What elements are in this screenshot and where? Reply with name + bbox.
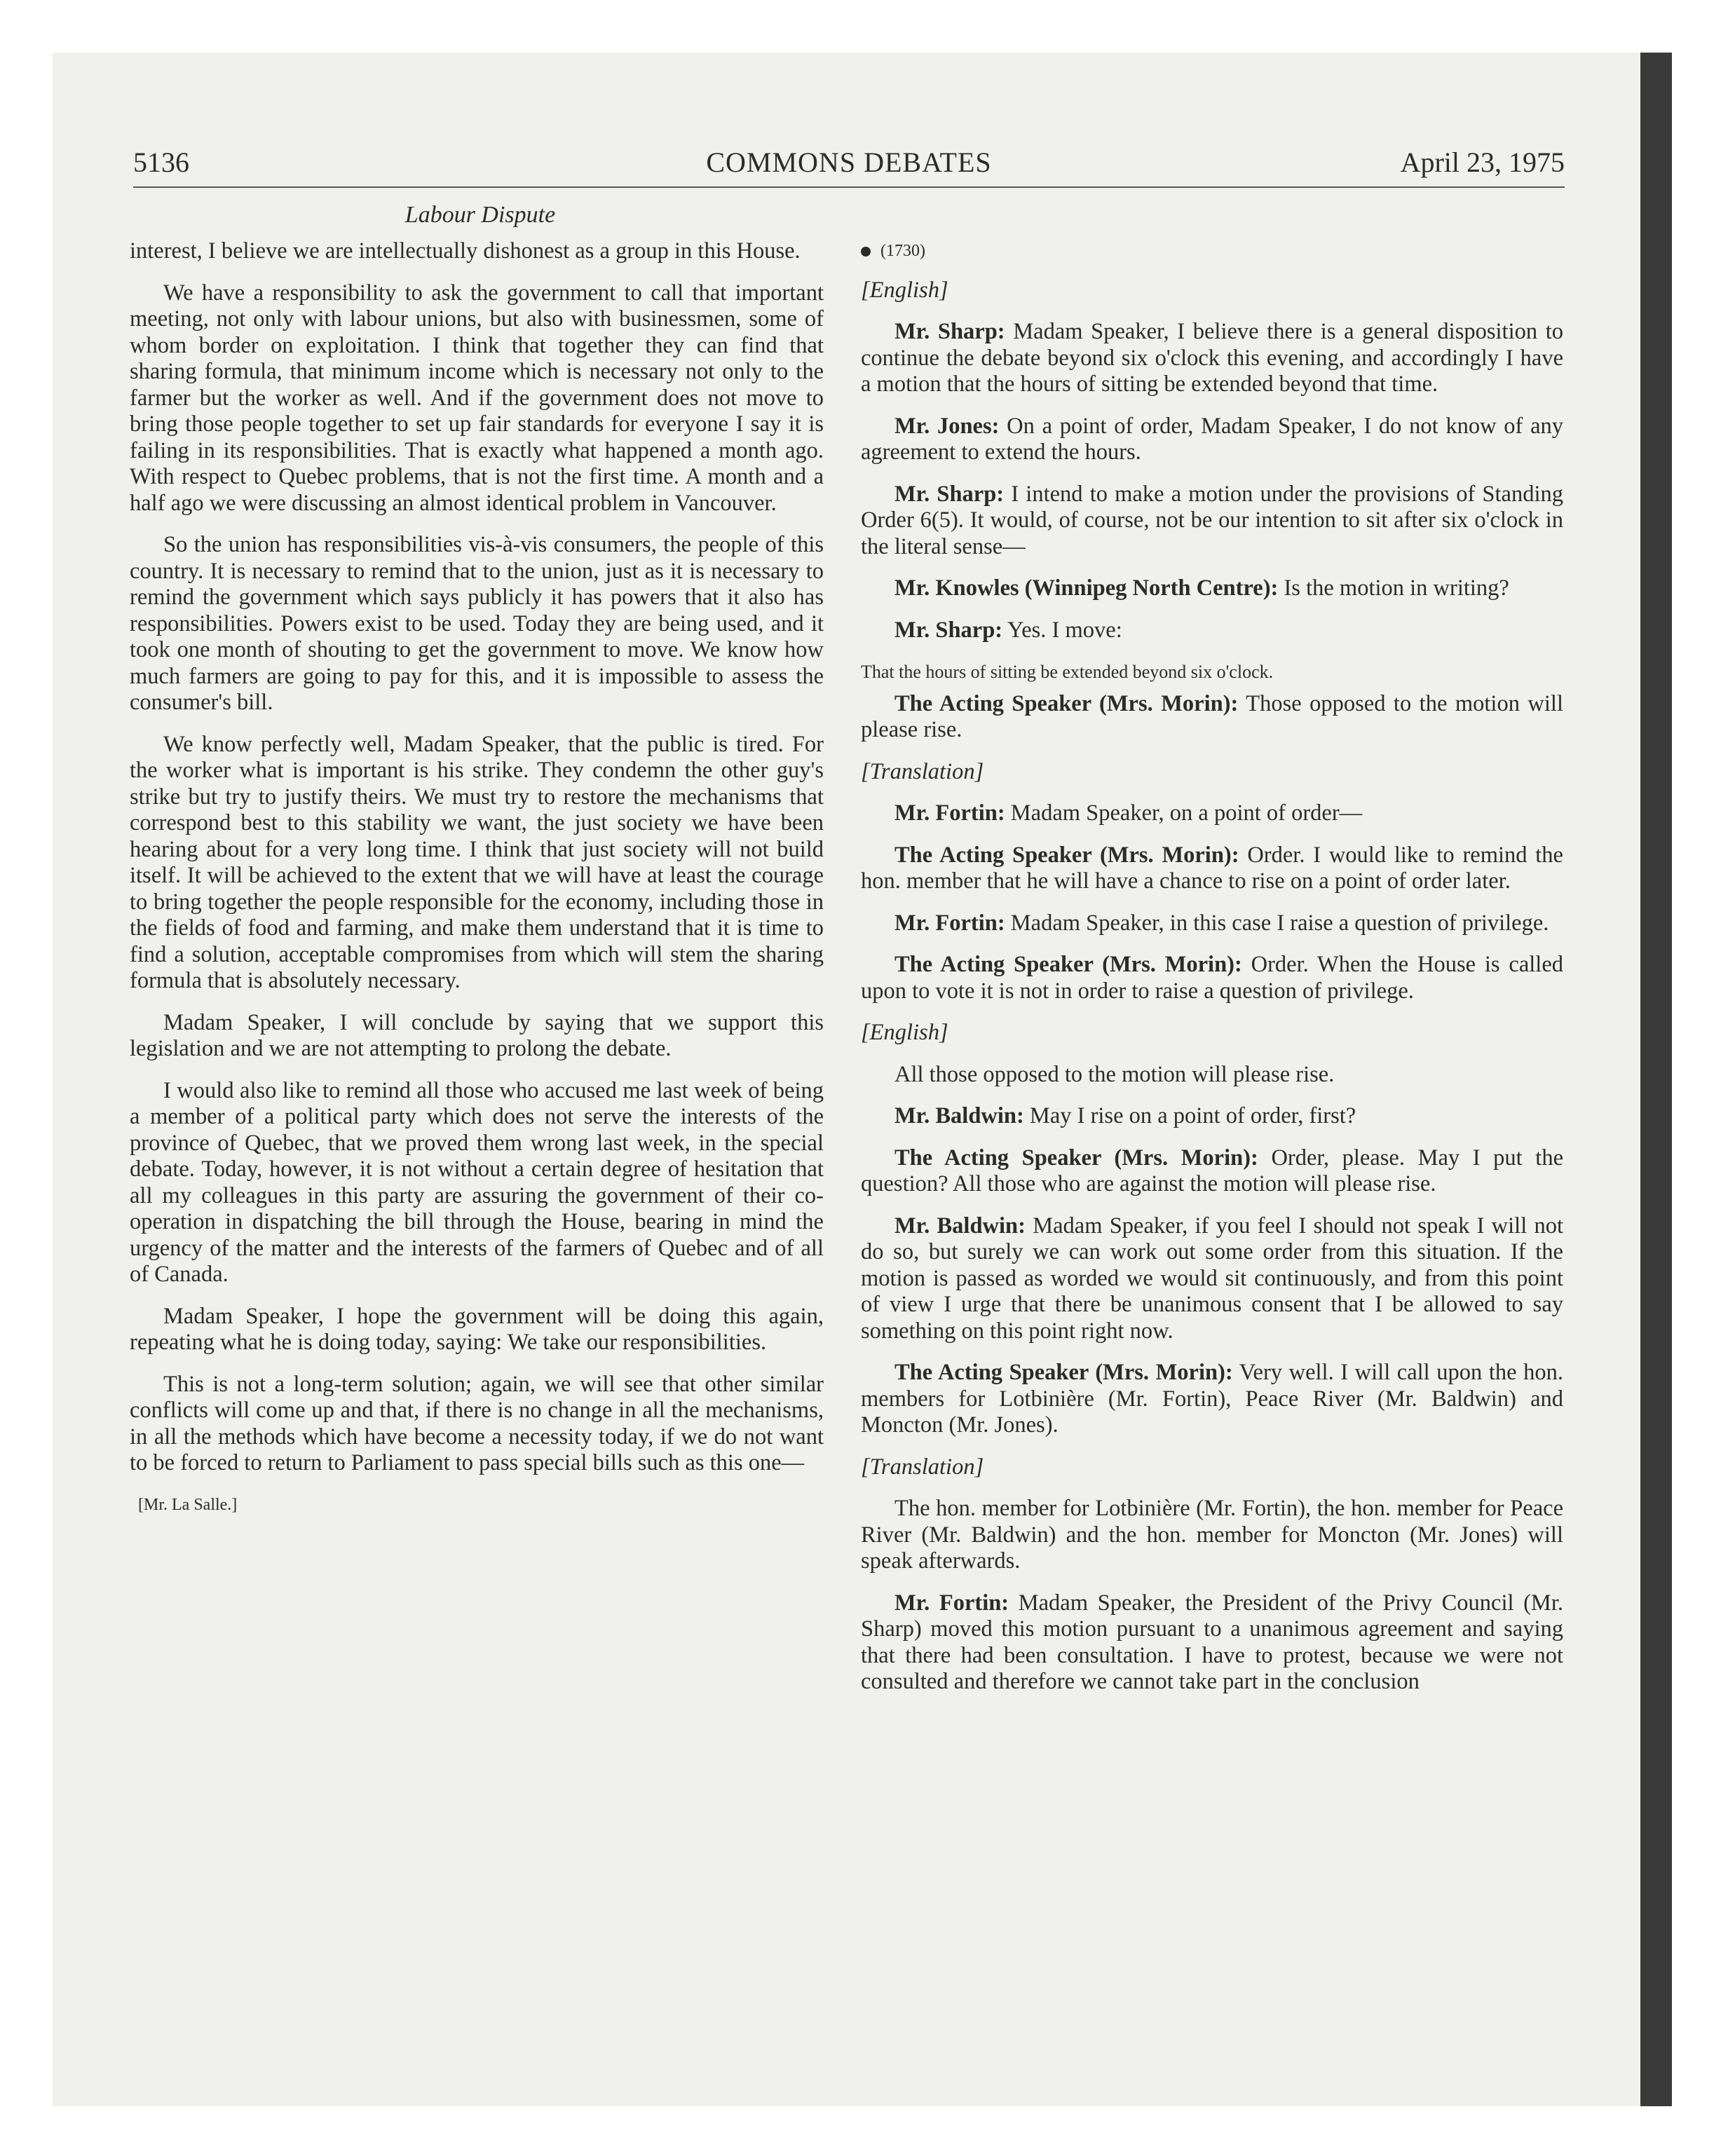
paragraph: interest, I believe we are intellectually dishonest as a group in this House. (130, 238, 801, 264)
speaker-name: The Acting Speaker (Mrs. Morin): (894, 690, 1239, 716)
page-header (133, 146, 1565, 188)
speaker-name: Mr. Sharp: (894, 319, 1005, 344)
speaker-name: Mr. Knowles (Winnipeg North Centre): (894, 575, 1279, 601)
speech (861, 319, 1563, 398)
speech-text: Madam Speaker, if you feel I should not speak I will not do so, but surely we can work out some order from this situation. If the motion is passed as worded we would sit continuously, and from this point of view I urge that there be unanimous consent that I be allowed to say something on this point right now. (861, 1213, 1564, 1344)
paragraph: Madam Speaker, I will conclude by saying that we support this legislation and we are not attempting to prolong the debate. (130, 1009, 824, 1061)
speech-text: Those opposed to the motion will please rise. (861, 690, 1563, 742)
paragraph: The hon. member for Lotbinière (Mr. Fortin), the hon. member for Peace River (Mr. Baldwin) and the hon. member for Moncton (Mr. Jones) will speak afterwards. (861, 1496, 1563, 1574)
paragraph: All those opposed to the motion will please rise. (894, 1061, 1335, 1087)
scan-edge-shadow (1640, 53, 1672, 2106)
speech-text: Order, please. May I put the question? All those who are against the motion will please rise. (861, 1145, 1564, 1196)
language-tag: [Translation] (861, 1454, 984, 1480)
speaker-name: Mr. Baldwin: (894, 1103, 1024, 1128)
speaker-name: The Acting Speaker (Mrs. Morin): (894, 952, 1242, 977)
speech (861, 575, 1563, 602)
left-column (130, 238, 824, 1534)
language-tag: [English] (861, 277, 948, 303)
speech (861, 482, 1563, 561)
running-title: COMMONS DEBATES (706, 146, 992, 178)
speaker-name: Mr. Sharp: (894, 617, 1003, 643)
speaker-name: Mr. Baldwin: (894, 1213, 1026, 1239)
speech (861, 691, 1563, 744)
paragraph: We have a responsibility to ask the government to call that important meeting, not only with labour unions, but also with businessmen, some of whom border on exploitation. I think that together they can find that sharing formula, that minimum income which is necessary not only to the farmer but the worker as well. And if the government does not move to bring those people together to set up fair standards for everyone I say it is failing in its responsibilities. That is exactly what happened a month ago. With respect to Quebec problems, that is not the first time. A month and a half ago we were discussing an almost identical problem in Vancouver. (130, 280, 824, 516)
bullet-dot-icon (861, 247, 871, 257)
speech (861, 414, 1563, 466)
paragraph: I would also like to remind all those who accused me last week of being a member of a political party which does not serve the interests of the province of Quebec, that we proved them wrong last week, in the special debate. Today, however, it is not without a certain degree of hesitation that all my colleagues in this party are assuring the government of their co-operation in dispatching the bill through the House, bearing in mind the urgency of the matter and the interests of the farmers of Quebec and of all of Canada. (130, 1077, 824, 1287)
speaker-name: Mr. Fortin: (894, 910, 1005, 936)
right-column (861, 238, 1563, 1711)
subject-heading: Labour Dispute (404, 202, 556, 228)
speaker-name: Mr. Fortin: (894, 800, 1005, 826)
speech-text: Madam Speaker, on a point of order— (1010, 800, 1363, 826)
speaker-name: Mr. Fortin: (894, 1590, 1009, 1616)
language-tag: [Translation] (861, 758, 984, 784)
speech (861, 1103, 1563, 1130)
paragraph: This is not a long-term solution; again, we will see that other similar conflicts will come up and that, if there is no change in all the mechanisms, in all the methods which have become a necessity today, if we do not want to be forced to return to Parliament to pass special bills such as this one— (130, 1371, 824, 1475)
speech (861, 1145, 1563, 1198)
speech (861, 910, 1563, 937)
speaker-name: Mr. Jones: (894, 413, 1000, 439)
speech (861, 618, 1563, 644)
speech-text: Madam Speaker, in this case I raise a question of privilege. (1010, 910, 1549, 936)
speech-text: Madam Speaker, the President of the Privy Council (Mr. Sharp) moved this motion pursuant to a unanimous agreement and saying that there had been consultation. I have to protest, because we were not consulted and therefore we cannot take part in the conclusion (861, 1590, 1563, 1694)
speaker-name: The Acting Speaker (Mrs. Morin): (894, 1360, 1233, 1385)
language-tag: [English] (861, 1020, 948, 1045)
speech-text: Is the motion in writing? (1284, 575, 1509, 601)
speech (861, 842, 1563, 895)
speech-text: May I rise on a point of order, first? (1029, 1103, 1356, 1128)
paragraph: So the union has responsibilities vis-à-vis consumers, the people of this country. It is necessary to remind that to the union, just as it is necessary to remind the government which says publicly it has powers that it also has responsibilities. Powers exist to be used. Today they are being used, and it took one month of shouting to get the government to move. We know how much farmers are going to pay for this, and it is impossible to assess the consumer's bill. (130, 532, 824, 715)
speech-text: Order. I would like to remind the hon. member that he will have a chance to rise on a point of order later. (861, 842, 1563, 894)
speaker-name: Mr. Sharp: (894, 481, 1005, 507)
speech-text: Very well. I will call upon the hon. members for Lotbinière (Mr. Fortin), Peace River (Mr. Baldwin) and Moncton (Mr. Jones). (861, 1360, 1563, 1438)
speech (861, 1360, 1563, 1439)
speech-text: Yes. I move: (1007, 617, 1122, 643)
time-marker (861, 238, 1563, 265)
speaker-name: The Acting Speaker (Mrs. Morin): (894, 842, 1239, 868)
speech (861, 952, 1563, 1004)
page-number: 5136 (133, 146, 189, 178)
speech-text: Order. When the House is called upon to vote it is not in order to raise a question of privilege. (861, 952, 1563, 1004)
speech (861, 1590, 1563, 1696)
motion-text: That the hours of sitting be extended beyond six o'clock. (861, 662, 1274, 682)
paragraph: Madam Speaker, I hope the government will be doing this again, repeating what he is doing today, saying: We take our responsibilities. (130, 1303, 824, 1355)
speech-text: I intend to make a motion under the provisions of Standing Order 6(5). It would, of course, not be our intention to sit after six o'clock in the literal sense— (861, 481, 1563, 559)
speech-text: Madam Speaker, I believe there is a general disposition to continue the debate beyond six o'clock this evening, and accordingly I have a motion that the hours of sitting be extended beyond that time. (861, 319, 1564, 397)
speech (861, 800, 1563, 827)
speaker-footnote: [Mr. La Salle.] (138, 1495, 238, 1514)
time-marker-text: (1730) (880, 242, 925, 260)
paragraph: We know perfectly well, Madam Speaker, that the public is tired. For the worker what is important is his strike. They condemn the other guy's strike but try to justify theirs. We must try to restore the mechanisms that correspond best to this stability we want, the just society we have been hearing about for a very long time. I think that just society will not build itself. It will be achieved to the extent that we will have at least the courage to bring together the people responsible for the economy, including those in the fields of food and farming, and make them understand that it is time to find a solution, acceptable compromises from which will stem the sharing formula that is absolutely necessary. (130, 731, 824, 993)
speech (861, 1213, 1563, 1345)
speech-text: On a point of order, Madam Speaker, I do not know of any agreement to extend the hours. (861, 413, 1563, 465)
speaker-name: The Acting Speaker (Mrs. Morin): (894, 1145, 1258, 1171)
page-date: April 23, 1975 (1400, 146, 1565, 178)
